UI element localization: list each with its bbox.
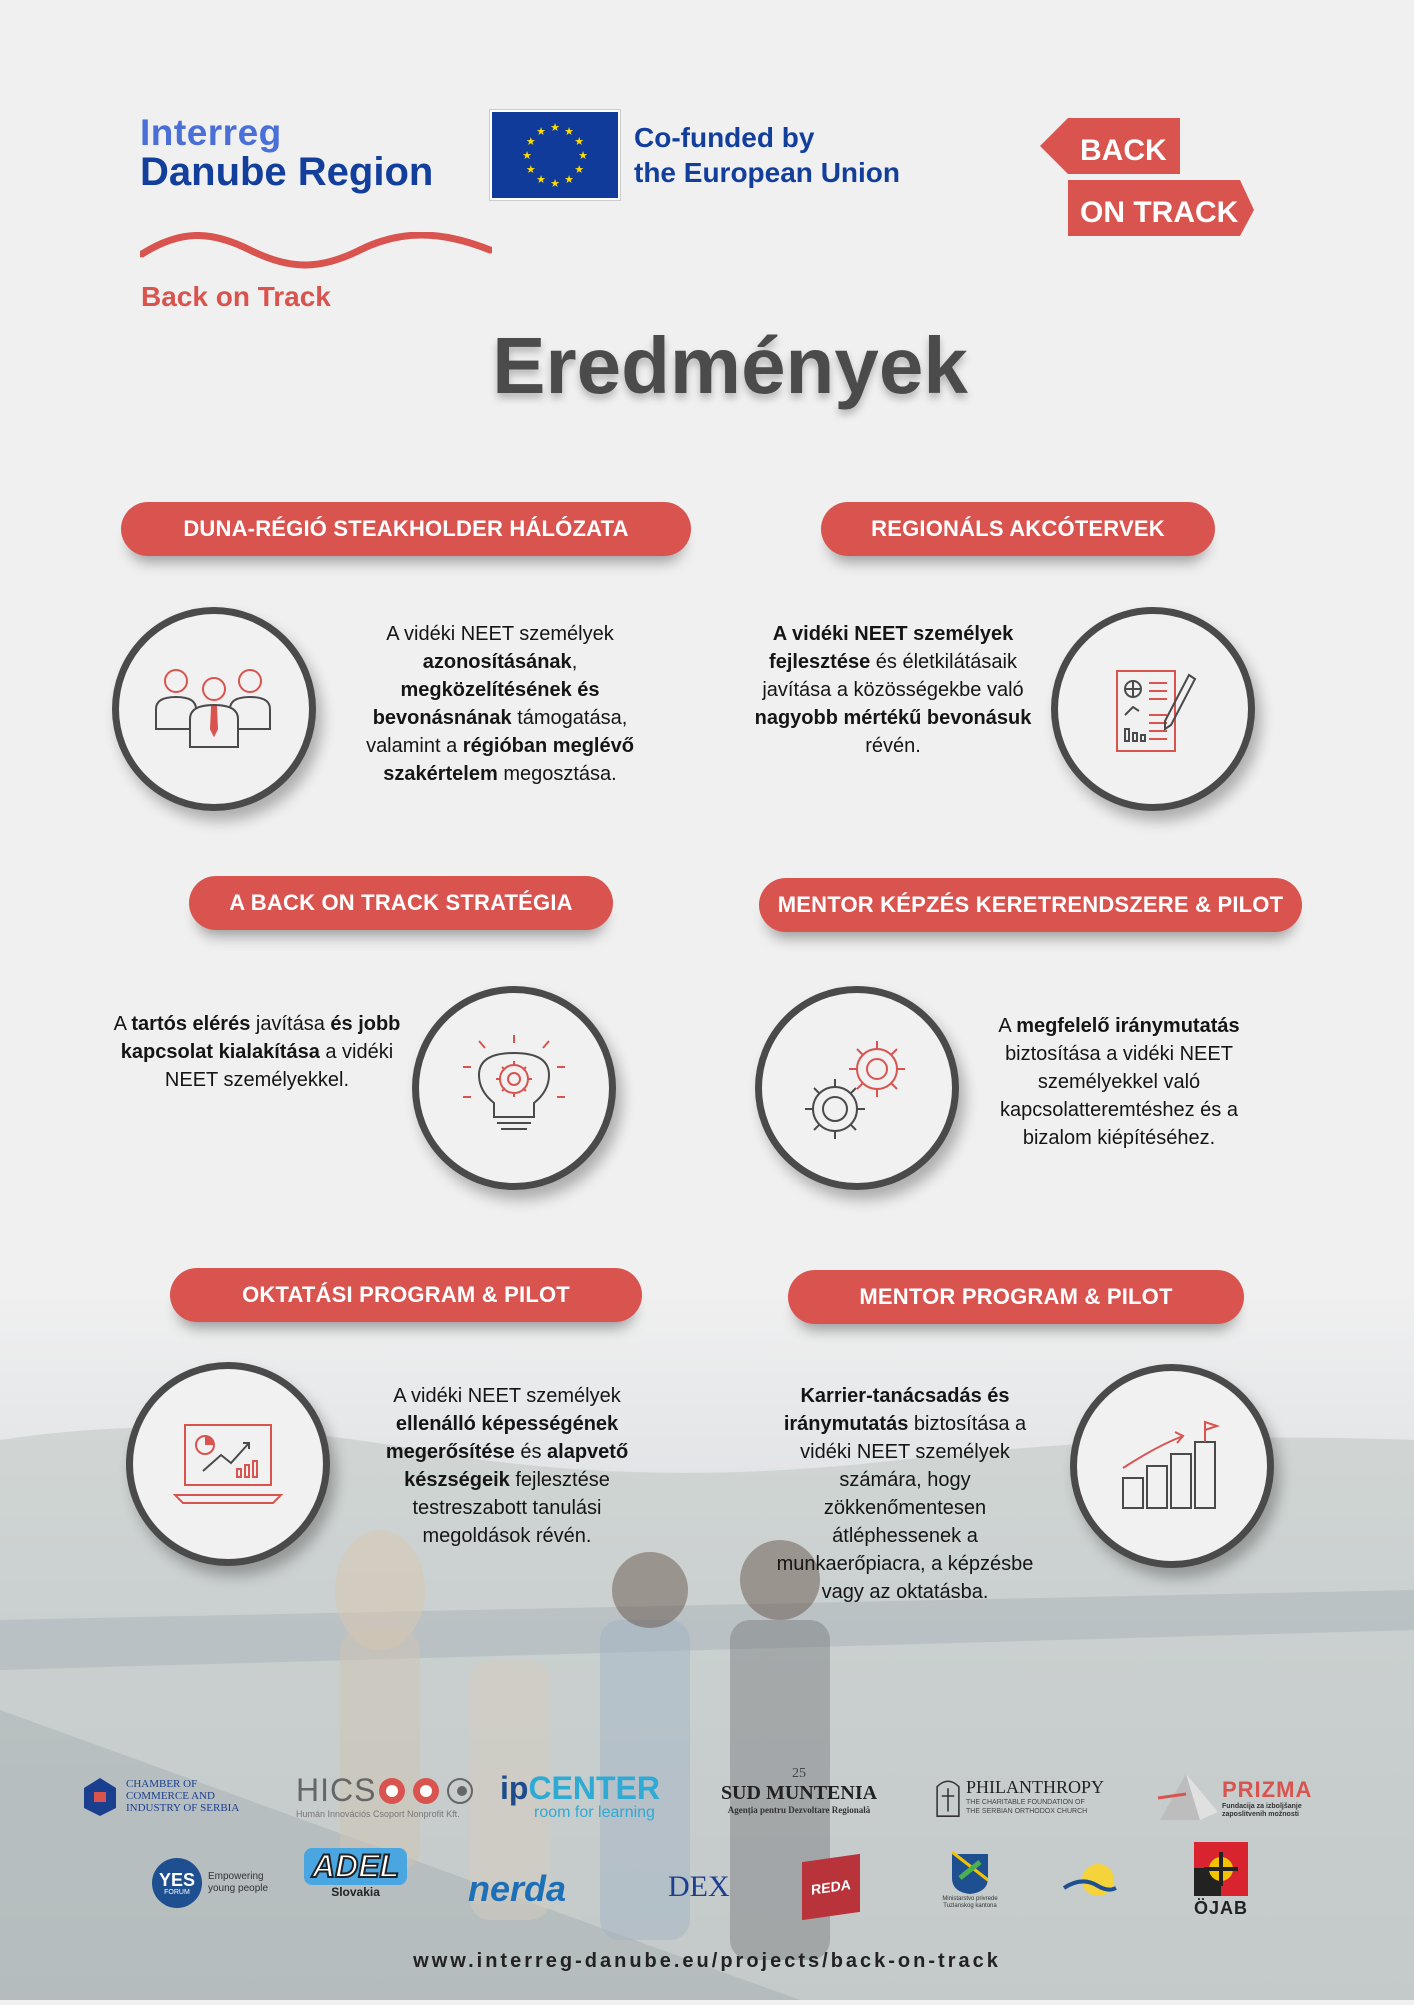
eu-flag-icon [490,110,620,200]
hics-wordmark: HICS [296,1772,377,1808]
section-text-stakeholder-network [355,620,645,788]
tuzla-canton-logo [930,1852,1010,1910]
wave-logo-icon [140,232,492,272]
chamber-emblem-icon [80,1774,120,1818]
text-run: megosztása. [497,763,617,785]
section-circle-strategy [412,986,616,1190]
text-run: biztosítása a vidéki NEET személyekkel való kapcsolatteremtéshez és a bizalom kiépítéséhez. [1000,1043,1238,1149]
adel-logo [304,1848,407,1899]
text-run: A vidéki NEET személyek [393,1385,621,1407]
section-text-mentor-training [974,1012,1264,1152]
project-name-label: Back on Track [141,281,331,312]
philanthropy-wordmark: PHILANTHROPY [965,1776,1104,1797]
ojab-emblem-icon [1192,1840,1250,1898]
back-on-track-sign-icon [1040,112,1260,242]
text-run: nagyobb mértékű bevonásuk [754,707,1032,729]
nerda-logo [468,1868,566,1910]
eu-star-icon: ★ [525,136,536,148]
eu-star-icon: ★ [564,125,574,138]
yes-subtitle: Empowering young people [208,1871,269,1894]
muntenia-subtitle: Agenția pentru Dezvoltare Regională [727,1805,871,1815]
text-run: a vidéki NEET személyekkel. [164,1041,394,1091]
cofunded-label [634,120,900,190]
eu-star-icon: ★ [522,150,532,162]
text-run: régióban meglévő szakértelem [383,735,634,785]
eu-star-icon: ★ [564,174,574,187]
yes-forum-badge [152,1858,202,1908]
hics-logo [296,1772,472,1819]
section-pill-mentor-training: MENTOR KÉPZÉS KERETRENDSZERE & PILOT [759,878,1302,932]
prizma-wordmark: PRIZMA [1222,1777,1313,1802]
philanthropy-subtitle: THE CHARITABLE FOUNDATION OF THE SERBIAN ORTHODOX CHURCH [965,1798,1088,1815]
hics-eyes-icon [376,1774,476,1808]
text-run: és jobb kapcsolat kialakítása [120,1013,401,1063]
dex-wordmark: DEX [668,1870,730,1903]
ojab-logo [1192,1840,1250,1919]
section-circle-stakeholder-network [112,607,316,811]
eu-star-icon: ★ [574,164,585,176]
reda-logo [802,1858,860,1916]
sign-bottom-text: ON TRACK [1080,196,1239,229]
ipcenter-logo [500,1772,660,1822]
page-title: Eredmények [492,321,968,410]
yes-forum-logo [152,1858,280,1908]
text-run: tartós elérés [131,1013,251,1035]
cofunded-line2: the European Union [634,157,900,188]
muntenia-anniversary: 25 [792,1766,806,1781]
text-run: A vidéki NEET személyek [386,623,614,645]
muntenia-wordmark: SUD MUNTENIA [720,1782,878,1804]
text-run: megfelelő iránymutatás [1016,1015,1240,1037]
prizma-subtitle: Fundacija za izboljšanje zaposlitvenih možnosti [1222,1803,1302,1818]
people-group-icon [154,659,274,759]
section-text-regional-action-plans [748,620,1038,760]
section-circle-regional-action-plans [1051,607,1255,811]
chamber-text: CHAMBER OF COMMERCE AND INDUSTRY OF SERBIA [126,1778,240,1814]
text-run: javítása [250,1013,331,1035]
adel-subtitle: Slovakia [331,1885,380,1899]
philanthropy-logo [934,1768,1104,1824]
lightbulb-gear-icon [459,1033,569,1143]
gears-icon [797,1033,917,1143]
ipcenter-subtitle: room for learning [534,1804,655,1821]
laptop-chart-icon [173,1419,283,1509]
hics-subtitle: Humán Innovációs Csoport Nonprofit Kft. [296,1809,460,1819]
text-run: és életkilátásaik javítása a közösségekbe való [762,651,1024,701]
eu-star-icon: ★ [536,174,546,187]
text-run: Karrier-tanácsadás és iránymutatás [783,1385,1010,1435]
text-run: A [113,1013,132,1035]
sign-top-text: BACK [1080,134,1167,167]
text-run: A vidéki NEET személyek fejlesztése [769,623,1014,673]
section-pill-mentor-program: MENTOR PROGRAM & PILOT [788,1270,1244,1324]
sud-muntenia-logo [694,1766,904,1815]
section-circle-mentor-program [1070,1364,1274,1568]
ojab-wordmark: ÖJAB [1193,1898,1248,1918]
nerda-wordmark: nerda [468,1868,567,1909]
text-run: megközelítésének és bevonásnának [372,679,600,729]
cofunded-line1: Co-funded by [634,122,815,153]
yes-forum-word: FORUM [164,1888,190,1896]
tuzla-subtitle: Ministarstvo privrede Tuzlanskog kantona [942,1896,998,1909]
text-run: biztosítása a vidéki NEET személyek számára, hogy zökkenőmentesen átléphessenek a munkaerőpiacra, a képzésbe vagy az oktatásba. [776,1413,1034,1603]
yes-wordmark: YES [158,1869,196,1890]
section-text-strategy [112,1010,402,1094]
report-document-icon [1103,659,1203,759]
ipcenter-center: CENTER [528,1770,660,1806]
eu-star-icon: ★ [536,125,546,138]
section-circle-education-program [126,1362,330,1566]
text-run: révén. [865,735,921,757]
section-pill-stakeholder-network: DUNA-RÉGIÓ STEAKHOLDER HÁLÓZATA [121,502,691,556]
section-pill-regional-action-plans: REGIONÁLS AKCÓTERVEK [821,502,1215,556]
text-run: azonosításának [422,651,572,673]
footer-website-link[interactable]: www.interreg-danube.eu/projects/back-on-track [413,1950,1001,1972]
text-run: fejlesztése testreszabott tanulási megoldások révén. [412,1469,610,1547]
text-run: A [998,1015,1017,1037]
section-pill-education-program: OKTATÁSI PROGRAM & PILOT [170,1268,642,1322]
text-run: , [571,651,578,673]
prizma-logo [1156,1772,1346,1824]
eu-star-icon: ★ [578,150,588,162]
reda-badge: REDA [802,1854,860,1920]
section-text-education-program [362,1382,652,1550]
text-run: ellenálló képességének megerősítése [385,1413,619,1463]
ipcenter-ip: ip [500,1770,529,1806]
eu-star-icon: ★ [525,164,536,176]
regional-agency-logo [1058,1858,1122,1908]
philanthropy-emblem-icon [934,1768,962,1824]
growth-bars-icon [1117,1416,1227,1516]
section-text-mentor-program [760,1382,1050,1606]
section-circle-mentor-training [755,986,959,1190]
interreg-logo-word: Interreg [140,112,282,153]
chamber-of-commerce-logo [80,1774,260,1818]
adel-wordmark: ADEL [304,1848,407,1885]
danube-region-logo-word: Danube Region [140,150,434,194]
text-run: alapvető készségeik [404,1441,629,1491]
text-run: és [514,1441,548,1463]
tuzla-crest-icon [950,1852,990,1896]
eu-star-icon: ★ [550,122,560,134]
eu-star-icon: ★ [574,136,585,148]
dex-logo [668,1870,730,1904]
prizma-prism-icon [1156,1772,1222,1824]
section-pill-strategy: A BACK ON TRACK STRATÉGIA [189,876,613,930]
text-run: támogatása, valamint a [366,707,628,757]
handshake-globe-icon [1058,1858,1122,1908]
eu-star-icon: ★ [550,178,560,190]
